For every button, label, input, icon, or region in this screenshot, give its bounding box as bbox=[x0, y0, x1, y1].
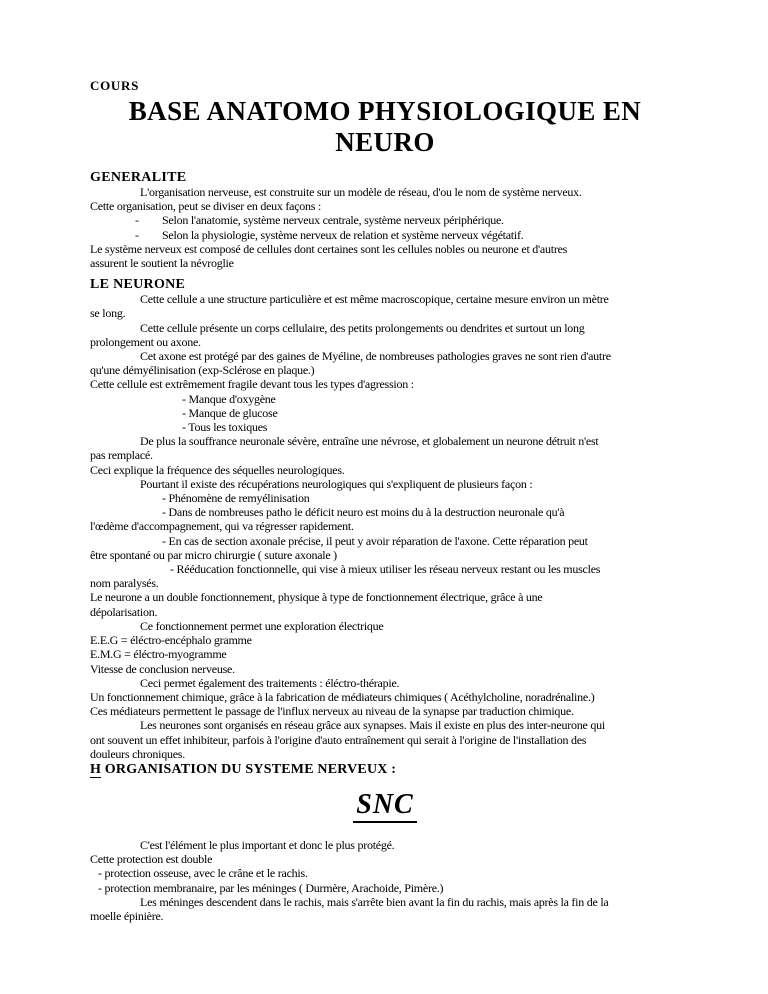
snc-title-text: SNC bbox=[353, 789, 416, 823]
text-line: se long. bbox=[90, 306, 126, 321]
bullet-line: - Rééducation fonctionnelle, qui vise à mieux utiliser les réseau nerveux restant ou les muscles bbox=[170, 562, 601, 577]
text-line: Les neurones sont organisés en réseau grâce aux synapses. Mais il existe en plus des inter-neurone qui bbox=[140, 718, 605, 733]
text-line: qu'une démyélinisation (exp-Sclérose en plaque.) bbox=[90, 363, 315, 378]
text-line: Cette organisation, peut se diviser en deux façons : bbox=[90, 199, 322, 214]
snc-heading bbox=[90, 789, 680, 825]
text-line: moelle épinière. bbox=[90, 908, 164, 923]
bullet-line bbox=[90, 213, 680, 227]
text-line: Ceci permet également des traitements : éléctro-thérapie. bbox=[140, 675, 400, 690]
text-line: ont souvent un effet inhibiteur, parfois à l'origine d'auto entraînement qui serait à l'origine de l'installation des bbox=[90, 732, 587, 747]
title-line-2: NEURO bbox=[335, 127, 435, 157]
text-line: Le neurone a un double fonctionnement, physique à type de fonctionnement électrique, grâce à une bbox=[90, 590, 543, 605]
text-line: nom paralysés. bbox=[90, 576, 159, 591]
dash-bullet: - bbox=[135, 227, 139, 242]
text-line: Cette cellule est extrêmement fragile devant tous les types d'agression : bbox=[90, 377, 414, 392]
text-line: Vitesse de conclusion nerveuse. bbox=[90, 661, 235, 676]
text-line: assurent le soutient la névroglie bbox=[90, 256, 234, 271]
bullet-line: - protection osseuse, avec le crâne et le rachis. bbox=[98, 866, 308, 881]
text-line: Un fonctionnement chimique, grâce à la fabrication de médiateurs chimiques ( Acéthylcholine, noradrénaline.) bbox=[90, 689, 595, 704]
text-line: prolongement ou axone. bbox=[90, 334, 201, 349]
text-line: Cet axone est protégé par des gaines de Myéline, de nombreuses pathologies graves ne sont rien d'autre bbox=[140, 349, 611, 364]
text-line: Ces médiateurs permettent le passage de l'influx nerveux au niveau de la synapse par traduction chimique. bbox=[90, 704, 574, 719]
text-line: l'œdème d'accompagnement, qui va régresser rapidement. bbox=[90, 519, 354, 534]
dash-bullet: - bbox=[135, 213, 139, 228]
bullet-line bbox=[90, 228, 680, 242]
text-line: dépolarisation. bbox=[90, 604, 158, 619]
text-line: Le système nerveux est composé de cellules dont certaines sont les cellules nobles ou neurone et d'autres bbox=[90, 241, 568, 256]
text-line: De plus la souffrance neuronale sévère, entraîne une névrose, et globalement un neurone détruit n'est bbox=[140, 434, 599, 449]
text-line: douleurs chroniques. bbox=[90, 746, 185, 761]
bullet-line: - Dans de nombreuses patho le déficit neuro est moins du à la destruction neuronale qu'à bbox=[162, 505, 565, 520]
text-line: C'est l'élément le plus important et donc le plus protégé. bbox=[140, 837, 395, 852]
document-title bbox=[90, 96, 680, 158]
text-line: être spontané ou par micro chirurgie ( suture axonale ) bbox=[90, 547, 337, 562]
bullet-text: Selon la physiologie, système nerveux de relation et système nerveux végétatif. bbox=[162, 227, 524, 242]
text-line: Cette protection est double bbox=[90, 852, 213, 867]
text-line: E.E.G = éléctro-encéphalo gramme bbox=[90, 633, 252, 648]
text-line: Ceci explique la fréquence des séquelles neurologiques. bbox=[90, 462, 345, 477]
bullet-line: - Manque de glucose bbox=[182, 405, 278, 420]
bullet-line: - Tous les toxiques bbox=[182, 420, 268, 435]
text-line: E.M.G = éléctro-myogramme bbox=[90, 647, 227, 662]
bullet-line: - protection membranaire, par les méninges ( Durmère, Arachoide, Pimère.) bbox=[98, 880, 444, 895]
bullet-line: - En cas de section axonale précise, il peut y avoir réparation de l'axone. Cette réparation peut bbox=[162, 533, 588, 548]
text-line: Ce fonctionnement permet une exploration électrique bbox=[140, 618, 384, 633]
document-body bbox=[90, 170, 680, 923]
bullet-text: Selon l'anatomie, système nerveux centrale, système nerveux périphérique. bbox=[162, 213, 504, 228]
text-line: Pourtant il existe des récupérations neurologiques qui s'expliquent de plusieurs façon : bbox=[140, 476, 533, 491]
section-heading: H ORGANISATION DU SYSTEME NERVEUX : bbox=[90, 761, 397, 777]
bullet-line: - Phénomène de remyélinisation bbox=[162, 491, 310, 506]
text-line: pas remplacé. bbox=[90, 448, 153, 463]
text-line: Les méninges descendent dans le rachis, mais s'arrête bien avant la fin du rachis, mais après la fin de la bbox=[140, 894, 609, 909]
text-line: Cette cellule présente un corps cellulaire, des petits prolongements ou dendrites et surtout un long bbox=[140, 320, 585, 335]
title-line-1: BASE ANATOMO PHYSIOLOGIQUE EN bbox=[128, 96, 642, 126]
text-line: Cette cellule a une structure particulière et est même macroscopique, certaine mesure environ un mètre bbox=[140, 292, 609, 307]
text-line: L'organisation nerveuse, est construite sur un modèle de réseau, d'ou le nom de système nerveux. bbox=[140, 185, 582, 199]
underlined-letter: H bbox=[90, 761, 102, 777]
section-heading: LE NEURONE bbox=[90, 277, 186, 293]
bullet-line: - Manque d'oxygène bbox=[182, 391, 276, 406]
section-heading: GENERALITE bbox=[90, 170, 187, 185]
course-label: COURS bbox=[90, 78, 140, 93]
